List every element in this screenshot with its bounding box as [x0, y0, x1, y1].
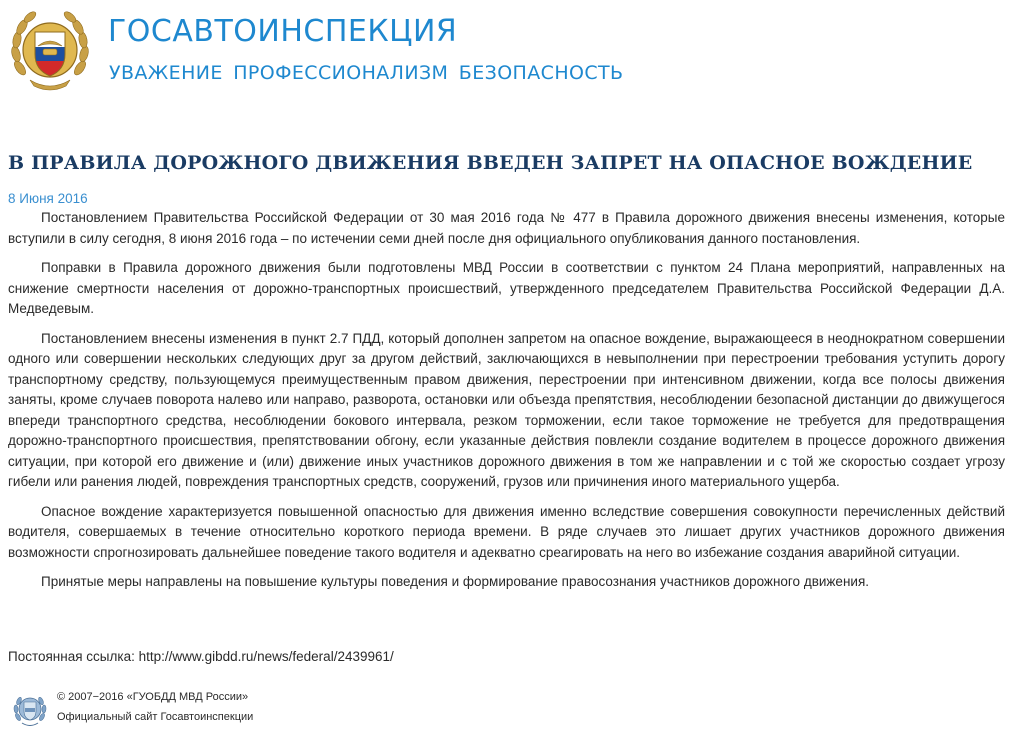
article-date: 8 Июня 2016	[8, 191, 88, 206]
permalink[interactable]: Постоянная ссылка: http://www.gibdd.ru/news/federal/2439961/	[8, 649, 394, 664]
news-article	[8, 152, 1005, 602]
site-motto: УВАЖЕНИЕ ПРОФЕССИОНАЛИЗМ БЕЗОПАСНОСТЬ	[109, 62, 624, 84]
article-paragraph: Постановлением Правительства Российской Федерации от 30 мая 2016 года № 477 в Правила дорожного движения внесены изменения, которые вступили в силу сегодня, 8 июня 2016 года – по истечении семи дней после дня официального опубликования данного постановления.	[8, 210, 1005, 246]
article-paragraph: Опасное вождение характеризуется повышенной опасностью для движения именно вследствие совершения совокупности перечисленных действий водителя, совершаемых в течение относительно короткого периода времени. В ряде случаев это лишает других участников дорожного движения возможности спрогнозировать дальнейшее поведение такого водителя и адекватно среагировать на него во избежание создания аварийной ситуации.	[8, 503, 1005, 560]
footer-copyright: © 2007−2016 «ГУОБДД МВД России»	[57, 691, 249, 703]
article-paragraph: Поправки в Правила дорожного движения были подготовлены МВД России в соответствии с пунктом 24 Плана мероприятий, направленных на снижение смертности населения от дорожно-транспортных происшествий, утвержденного председателем Правительства Российской Федерации Д.А. Медведевым.	[8, 260, 1005, 316]
footer-site-name: Официальный сайт Госавтоинспекции	[57, 711, 254, 723]
article-paragraph: Принятые меры направлены на повышение культуры поведения и формирование правосознания участников дорожного движения.	[41, 574, 870, 589]
site-header	[0, 0, 1015, 100]
article-body	[8, 208, 1005, 593]
gibdd-emblem-icon[interactable]	[8, 6, 92, 92]
site-footer	[0, 684, 1015, 739]
site-title[interactable]: ГОСАВТОИНСПЕКЦИЯ	[108, 14, 458, 49]
article-paragraph: Постановлением внесены изменения в пункт 2.7 ПДД, который дополнен запретом на опасное вождение, выражающееся в неоднократном совершении одного или совершении нескольких следующих друг за другом действий, заключающихся в невыполнении при перестроении требования уступить дорогу транспортному средству, пользующемуся преимущественным правом движения, перестроении при интенсивном движении, когда все полосы движения заняты, кроме случаев поворота налево или направо, разворота, остановки или объезда препятствия, несоблюдении безопасной дистанции до движущегося впереди транспортного средства, несоблюдении бокового интервала, резком торможении, если такое торможение не требуется для предотвращения дорожно-транспортного происшествия, препятствовании обгону, если указанные действия повлекли создание водителем в процессе дорожного движения ситуации, при которой его движение и (или) движение иных участников дорожного движения в том же направлении и с той же скоростью создает угрозу гибели или ранения людей, повреждения транспортных средств, сооружений, грузов или причинения иного материального ущерба.	[8, 330, 1005, 489]
gibdd-small-emblem-icon	[12, 690, 48, 728]
article-title: В ПРАВИЛА ДОРОЖНОГО ДВИЖЕНИЯ ВВЕДЕН ЗАПРЕТ НА ОПАСНОЕ ВОЖДЕНИЕ	[8, 152, 973, 174]
